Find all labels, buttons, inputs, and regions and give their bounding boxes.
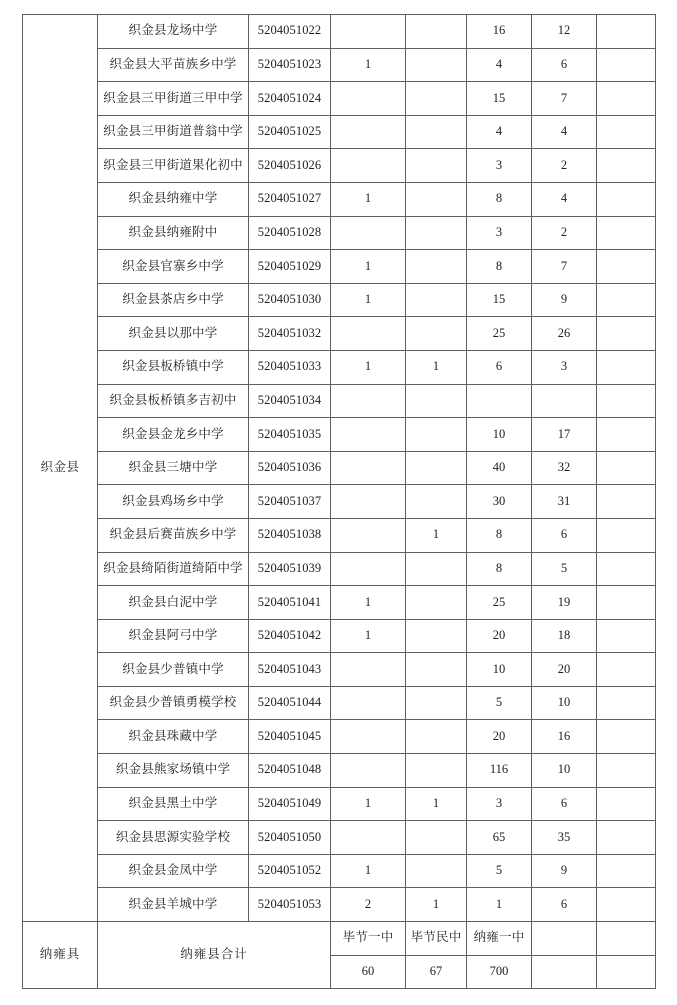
school-code-cell: 5204051052 bbox=[249, 854, 331, 888]
value-cell-3: 25 bbox=[467, 586, 532, 620]
value-cell-4: 10 bbox=[532, 754, 597, 788]
school-name-cell: 织金县三甲街道果化初中 bbox=[98, 149, 249, 183]
school-name-cell: 织金县纳雍中学 bbox=[98, 182, 249, 216]
table-row bbox=[23, 619, 656, 653]
value-cell-4: 6 bbox=[532, 518, 597, 552]
value-cell-2 bbox=[406, 653, 467, 687]
value-cell-3: 30 bbox=[467, 485, 532, 519]
school-name-cell: 织金县黑土中学 bbox=[98, 787, 249, 821]
value-cell-2: 1 bbox=[406, 787, 467, 821]
value-cell-2 bbox=[406, 854, 467, 888]
value-cell-2 bbox=[406, 619, 467, 653]
value-cell-5 bbox=[597, 182, 656, 216]
value-cell-5 bbox=[597, 418, 656, 452]
value-cell-3: 3 bbox=[467, 149, 532, 183]
school-code-cell: 5204051034 bbox=[249, 384, 331, 418]
value-cell-3: 40 bbox=[467, 451, 532, 485]
summary-header-row bbox=[23, 922, 656, 956]
value-cell-2 bbox=[406, 720, 467, 754]
school-name-cell: 织金县后赛苗族乡中学 bbox=[98, 518, 249, 552]
value-cell-1 bbox=[331, 317, 406, 351]
school-name-cell: 织金县阿弓中学 bbox=[98, 619, 249, 653]
value-cell-1: 1 bbox=[331, 586, 406, 620]
value-cell-1: 1 bbox=[331, 619, 406, 653]
value-cell-1: 1 bbox=[331, 250, 406, 284]
school-code-cell: 5204051048 bbox=[249, 754, 331, 788]
table-row bbox=[23, 149, 656, 183]
value-cell-2 bbox=[406, 754, 467, 788]
value-cell-5 bbox=[597, 350, 656, 384]
value-cell-2 bbox=[406, 250, 467, 284]
value-cell-5 bbox=[597, 619, 656, 653]
value-cell-3: 6 bbox=[467, 350, 532, 384]
school-name-cell: 织金县白泥中学 bbox=[98, 586, 249, 620]
table-row bbox=[23, 216, 656, 250]
value-cell-1: 1 bbox=[331, 182, 406, 216]
value-cell-3: 20 bbox=[467, 720, 532, 754]
value-cell-3: 1 bbox=[467, 888, 532, 922]
value-cell-2 bbox=[406, 586, 467, 620]
school-name-cell: 织金县官寨乡中学 bbox=[98, 250, 249, 284]
value-cell-1 bbox=[331, 686, 406, 720]
summary-value-cell: 67 bbox=[406, 955, 467, 989]
school-name-cell: 织金县大平苗族乡中学 bbox=[98, 48, 249, 82]
summary-header-cell: 纳雍一中 bbox=[467, 922, 532, 956]
value-cell-5 bbox=[597, 149, 656, 183]
value-cell-3 bbox=[467, 384, 532, 418]
value-cell-4: 32 bbox=[532, 451, 597, 485]
school-name-cell: 织金县少普镇中学 bbox=[98, 653, 249, 687]
school-code-cell: 5204051037 bbox=[249, 485, 331, 519]
school-name-cell: 织金县少普镇勇模学校 bbox=[98, 686, 249, 720]
value-cell-2: 1 bbox=[406, 350, 467, 384]
value-cell-1 bbox=[331, 821, 406, 855]
school-code-cell: 5204051022 bbox=[249, 15, 331, 49]
value-cell-4: 7 bbox=[532, 250, 597, 284]
summary-header-cell bbox=[532, 922, 597, 956]
value-cell-5 bbox=[597, 720, 656, 754]
value-cell-5 bbox=[597, 115, 656, 149]
school-name-cell: 织金县板桥镇多吉初中 bbox=[98, 384, 249, 418]
value-cell-3: 3 bbox=[467, 216, 532, 250]
school-code-cell: 5204051023 bbox=[249, 48, 331, 82]
value-cell-3: 8 bbox=[467, 250, 532, 284]
value-cell-1 bbox=[331, 15, 406, 49]
table-row bbox=[23, 686, 656, 720]
table-row bbox=[23, 485, 656, 519]
table-row bbox=[23, 418, 656, 452]
county-label-cell: 织金县 bbox=[23, 15, 98, 922]
value-cell-2 bbox=[406, 15, 467, 49]
school-name-cell: 织金县三塘中学 bbox=[98, 451, 249, 485]
school-code-cell: 5204051042 bbox=[249, 619, 331, 653]
value-cell-5 bbox=[597, 317, 656, 351]
school-code-cell: 5204051032 bbox=[249, 317, 331, 351]
value-cell-3: 116 bbox=[467, 754, 532, 788]
table-row bbox=[23, 653, 656, 687]
table-row bbox=[23, 283, 656, 317]
value-cell-5 bbox=[597, 854, 656, 888]
value-cell-4: 2 bbox=[532, 149, 597, 183]
value-cell-5 bbox=[597, 586, 656, 620]
value-cell-5 bbox=[597, 888, 656, 922]
value-cell-2: 1 bbox=[406, 518, 467, 552]
school-name-cell: 织金县羊城中学 bbox=[98, 888, 249, 922]
school-name-cell: 织金县绮陌街道绮陌中学 bbox=[98, 552, 249, 586]
value-cell-3: 65 bbox=[467, 821, 532, 855]
value-cell-1 bbox=[331, 216, 406, 250]
value-cell-2 bbox=[406, 115, 467, 149]
value-cell-4: 18 bbox=[532, 619, 597, 653]
value-cell-3: 4 bbox=[467, 115, 532, 149]
value-cell-1 bbox=[331, 518, 406, 552]
school-code-cell: 5204051050 bbox=[249, 821, 331, 855]
school-name-cell: 织金县三甲街道普翁中学 bbox=[98, 115, 249, 149]
value-cell-2 bbox=[406, 686, 467, 720]
value-cell-5 bbox=[597, 250, 656, 284]
value-cell-3: 20 bbox=[467, 619, 532, 653]
school-code-cell: 5204051033 bbox=[249, 350, 331, 384]
value-cell-2 bbox=[406, 82, 467, 116]
value-cell-2 bbox=[406, 384, 467, 418]
value-cell-4: 10 bbox=[532, 686, 597, 720]
value-cell-1: 1 bbox=[331, 350, 406, 384]
table-row bbox=[23, 15, 656, 49]
value-cell-4: 19 bbox=[532, 586, 597, 620]
table-row bbox=[23, 720, 656, 754]
value-cell-4: 6 bbox=[532, 48, 597, 82]
value-cell-5 bbox=[597, 384, 656, 418]
value-cell-1 bbox=[331, 451, 406, 485]
value-cell-3: 4 bbox=[467, 48, 532, 82]
school-code-cell: 5204051026 bbox=[249, 149, 331, 183]
value-cell-4: 16 bbox=[532, 720, 597, 754]
table-row bbox=[23, 754, 656, 788]
table-row bbox=[23, 586, 656, 620]
value-cell-4: 4 bbox=[532, 115, 597, 149]
value-cell-4: 9 bbox=[532, 283, 597, 317]
value-cell-4: 12 bbox=[532, 15, 597, 49]
school-code-cell: 5204051028 bbox=[249, 216, 331, 250]
table-row bbox=[23, 250, 656, 284]
table-row bbox=[23, 350, 656, 384]
school-name-cell: 织金县龙场中学 bbox=[98, 15, 249, 49]
value-cell-3: 3 bbox=[467, 787, 532, 821]
school-name-cell: 织金县金凤中学 bbox=[98, 854, 249, 888]
value-cell-3: 5 bbox=[467, 854, 532, 888]
table-row bbox=[23, 854, 656, 888]
school-name-cell: 织金县珠藏中学 bbox=[98, 720, 249, 754]
value-cell-4: 26 bbox=[532, 317, 597, 351]
value-cell-4 bbox=[532, 384, 597, 418]
value-cell-1: 1 bbox=[331, 787, 406, 821]
value-cell-2 bbox=[406, 216, 467, 250]
summary-header-cell: 毕节一中 bbox=[331, 922, 406, 956]
value-cell-4: 20 bbox=[532, 653, 597, 687]
value-cell-5 bbox=[597, 451, 656, 485]
school-name-cell: 织金县思源实验学校 bbox=[98, 821, 249, 855]
value-cell-1 bbox=[331, 149, 406, 183]
summary-header-cell bbox=[597, 922, 656, 956]
value-cell-5 bbox=[597, 552, 656, 586]
value-cell-2 bbox=[406, 48, 467, 82]
table-row bbox=[23, 451, 656, 485]
value-cell-2 bbox=[406, 317, 467, 351]
value-cell-2 bbox=[406, 283, 467, 317]
value-cell-5 bbox=[597, 686, 656, 720]
value-cell-3: 8 bbox=[467, 552, 532, 586]
value-cell-5 bbox=[597, 518, 656, 552]
value-cell-5 bbox=[597, 15, 656, 49]
value-cell-5 bbox=[597, 485, 656, 519]
value-cell-2 bbox=[406, 418, 467, 452]
school-name-cell: 织金县板桥镇中学 bbox=[98, 350, 249, 384]
value-cell-4: 5 bbox=[532, 552, 597, 586]
value-cell-1 bbox=[331, 552, 406, 586]
summary-value-cell: 700 bbox=[467, 955, 532, 989]
value-cell-2 bbox=[406, 552, 467, 586]
value-cell-4: 3 bbox=[532, 350, 597, 384]
value-cell-1 bbox=[331, 720, 406, 754]
value-cell-4: 7 bbox=[532, 82, 597, 116]
school-code-cell: 5204051039 bbox=[249, 552, 331, 586]
school-code-cell: 5204051049 bbox=[249, 787, 331, 821]
school-code-cell: 5204051025 bbox=[249, 115, 331, 149]
value-cell-5 bbox=[597, 283, 656, 317]
school-code-cell: 5204051035 bbox=[249, 418, 331, 452]
value-cell-1 bbox=[331, 384, 406, 418]
value-cell-1 bbox=[331, 418, 406, 452]
table-row bbox=[23, 821, 656, 855]
value-cell-1: 1 bbox=[331, 854, 406, 888]
summary-header-cell: 毕节民中 bbox=[406, 922, 467, 956]
table-row bbox=[23, 552, 656, 586]
summary-value-cell bbox=[597, 955, 656, 989]
value-cell-3: 5 bbox=[467, 686, 532, 720]
school-statistics-table bbox=[22, 14, 656, 989]
school-name-cell: 织金县熊家场镇中学 bbox=[98, 754, 249, 788]
table-row bbox=[23, 48, 656, 82]
summary-title: 纳雍县合计 bbox=[98, 922, 331, 989]
value-cell-4: 17 bbox=[532, 418, 597, 452]
value-cell-5 bbox=[597, 787, 656, 821]
value-cell-3: 10 bbox=[467, 418, 532, 452]
value-cell-4: 9 bbox=[532, 854, 597, 888]
value-cell-1 bbox=[331, 82, 406, 116]
value-cell-5 bbox=[597, 82, 656, 116]
value-cell-3: 16 bbox=[467, 15, 532, 49]
table-row bbox=[23, 317, 656, 351]
school-code-cell: 5204051038 bbox=[249, 518, 331, 552]
school-code-cell: 5204051030 bbox=[249, 283, 331, 317]
school-code-cell: 5204051029 bbox=[249, 250, 331, 284]
value-cell-1: 1 bbox=[331, 283, 406, 317]
value-cell-5 bbox=[597, 754, 656, 788]
value-cell-2 bbox=[406, 182, 467, 216]
school-name-cell: 织金县纳雍附中 bbox=[98, 216, 249, 250]
school-name-cell: 织金县鸡场乡中学 bbox=[98, 485, 249, 519]
table-row bbox=[23, 115, 656, 149]
value-cell-4: 4 bbox=[532, 182, 597, 216]
value-cell-4: 31 bbox=[532, 485, 597, 519]
value-cell-5 bbox=[597, 216, 656, 250]
school-code-cell: 5204051024 bbox=[249, 82, 331, 116]
value-cell-1 bbox=[331, 754, 406, 788]
value-cell-3: 15 bbox=[467, 82, 532, 116]
value-cell-4: 6 bbox=[532, 787, 597, 821]
value-cell-5 bbox=[597, 653, 656, 687]
school-code-cell: 5204051027 bbox=[249, 182, 331, 216]
summary-county-label: 纳雍具 bbox=[23, 922, 98, 989]
value-cell-4: 6 bbox=[532, 888, 597, 922]
value-cell-1: 1 bbox=[331, 48, 406, 82]
value-cell-2 bbox=[406, 451, 467, 485]
value-cell-5 bbox=[597, 48, 656, 82]
value-cell-4: 35 bbox=[532, 821, 597, 855]
value-cell-1: 2 bbox=[331, 888, 406, 922]
school-code-cell: 5204051041 bbox=[249, 586, 331, 620]
value-cell-1 bbox=[331, 115, 406, 149]
school-code-cell: 5204051053 bbox=[249, 888, 331, 922]
value-cell-2 bbox=[406, 149, 467, 183]
value-cell-4: 2 bbox=[532, 216, 597, 250]
school-code-cell: 5204051044 bbox=[249, 686, 331, 720]
school-code-cell: 5204051043 bbox=[249, 653, 331, 687]
table-row bbox=[23, 888, 656, 922]
value-cell-2: 1 bbox=[406, 888, 467, 922]
summary-value-cell: 60 bbox=[331, 955, 406, 989]
table-row bbox=[23, 384, 656, 418]
value-cell-1 bbox=[331, 653, 406, 687]
table-row bbox=[23, 182, 656, 216]
school-name-cell: 织金县以那中学 bbox=[98, 317, 249, 351]
table-body bbox=[23, 15, 656, 989]
table-row bbox=[23, 787, 656, 821]
table-row bbox=[23, 82, 656, 116]
value-cell-3: 15 bbox=[467, 283, 532, 317]
value-cell-5 bbox=[597, 821, 656, 855]
school-code-cell: 5204051045 bbox=[249, 720, 331, 754]
value-cell-1 bbox=[331, 485, 406, 519]
value-cell-3: 10 bbox=[467, 653, 532, 687]
value-cell-3: 8 bbox=[467, 182, 532, 216]
value-cell-3: 8 bbox=[467, 518, 532, 552]
value-cell-3: 25 bbox=[467, 317, 532, 351]
table-row bbox=[23, 518, 656, 552]
school-name-cell: 织金县金龙乡中学 bbox=[98, 418, 249, 452]
school-name-cell: 织金县茶店乡中学 bbox=[98, 283, 249, 317]
value-cell-2 bbox=[406, 485, 467, 519]
summary-value-cell bbox=[532, 955, 597, 989]
school-name-cell: 织金县三甲街道三甲中学 bbox=[98, 82, 249, 116]
school-code-cell: 5204051036 bbox=[249, 451, 331, 485]
value-cell-2 bbox=[406, 821, 467, 855]
